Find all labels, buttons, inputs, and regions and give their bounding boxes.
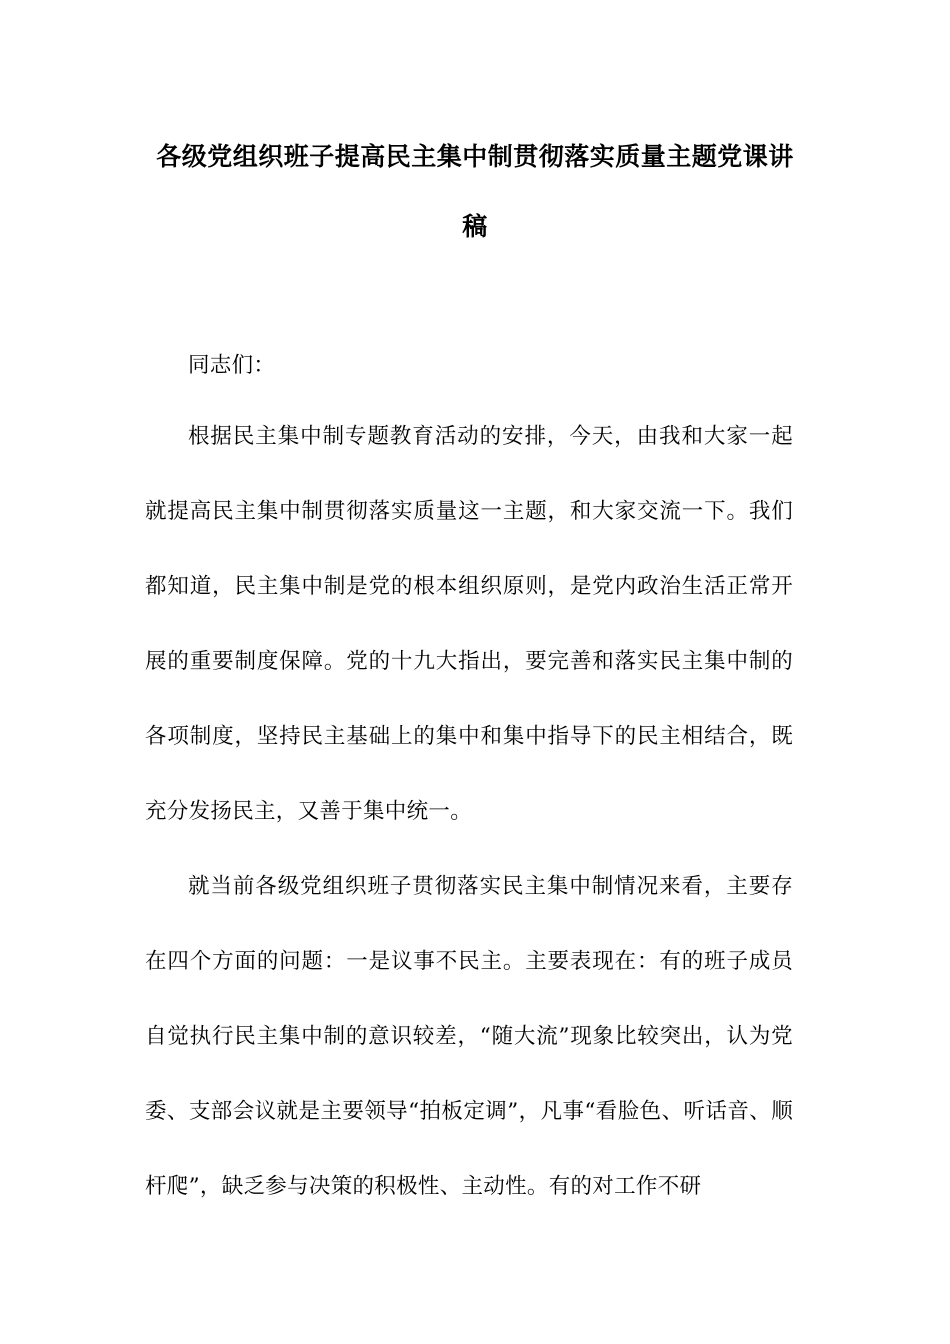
document-body	[145, 337, 793, 1224]
paragraph-1: 根据民主集中制专题教育活动的安排，今天，由我和大家一起就提高民主集中制贯彻落实质量这一主题，和大家交流一下。我们都知道，民主集中制是党的根本组织原则，是党内政治生活正常开展的重要制度保障。党的十九大指出，要完善和落实民主集中制的各项制度，坚持民主基础上的集中和集中指导下的民主相结合，既充分发扬民主，又善于集中统一。	[145, 424, 793, 824]
salutation: 同志们：	[188, 353, 276, 378]
paragraph-2: 就当前各级党组织班子贯彻落实民主集中制情况来看，主要存在四个方面的问题：一是议事不民主。主要表现在：有的班子成员自觉执行民主集中制的意识较差，“随大流”现象比较突出，认为党委、支部会议就是主要领导“拍板定调”，凡事“看脸色、听话音、顺杆爬”，缺乏参与决策的积极性、主动性。有的对工作不研	[145, 874, 793, 1199]
document-title: 各级党组织班子提高民主集中制贯彻落实质量主题党课讲稿	[156, 142, 794, 241]
